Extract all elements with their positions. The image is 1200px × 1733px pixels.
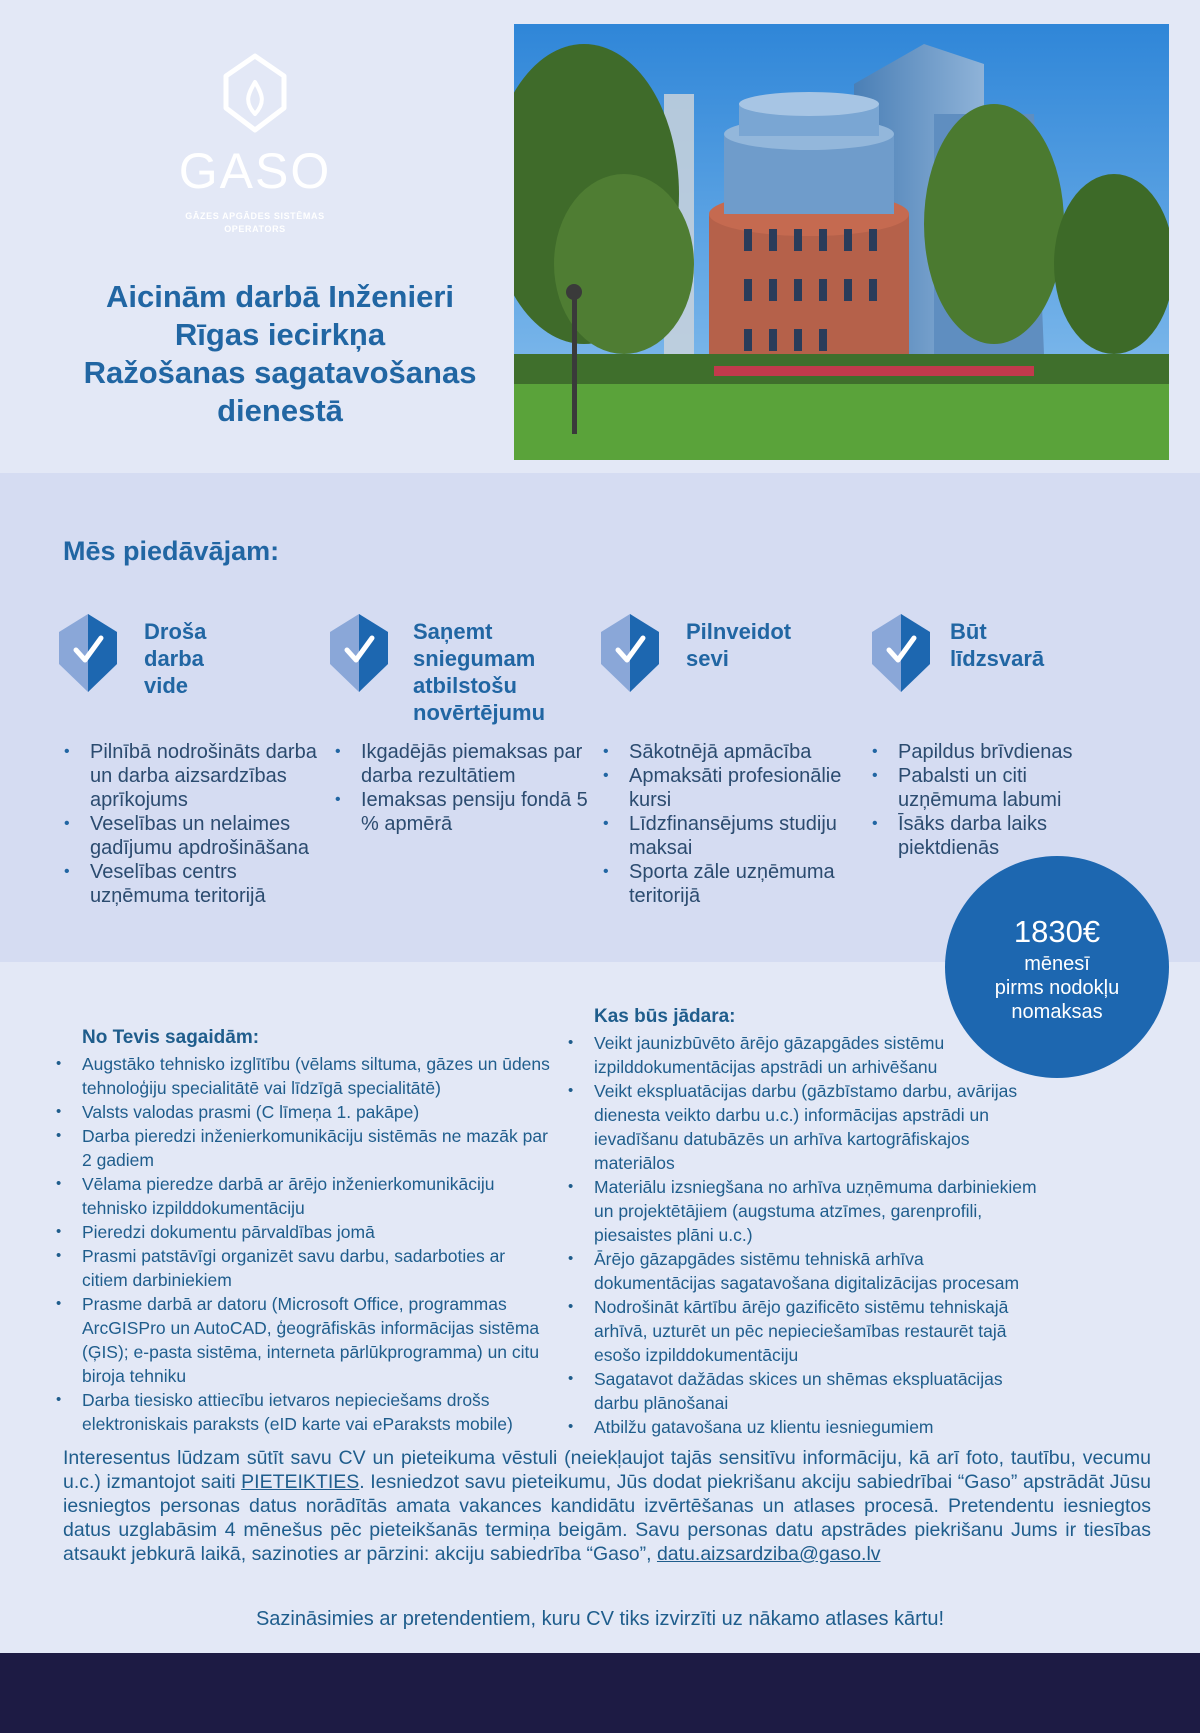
list-item: • Pieredzi dokumentu pārvaldības jomā [54, 1220, 554, 1244]
list-item: • Sporta zāle uzņēmuma teritorijā [599, 860, 859, 908]
list-item: • Pabalsti un citi uzņēmuma labumi [868, 764, 1088, 812]
list-item: • Veselības un nelaimes gadījumu apdrošināšana [60, 812, 322, 860]
offer-column-title: Pilnveidot sevi [686, 619, 792, 671]
offer-column-title: Būt līdzsvarā [950, 619, 1045, 671]
list-item: • Papildus brīvdienas [868, 740, 1088, 764]
email-link[interactable]: datu.aizsardziba@gaso.lv [656, 1543, 881, 1565]
offer-column-list-1 [60, 740, 322, 908]
list-item: • Sākotnējā apmācība [599, 740, 859, 764]
offer-column-header-1 [57, 612, 297, 732]
logo-wordmark: GASO [178, 143, 332, 199]
list-item: • Veikt jaunizbūvēto ārējo gāzapgādes sistēmu izpilddokumentācijas apstrādi un arhivēšanu [566, 1031, 1046, 1079]
list-item: • Darba pieredzi inženierkomunikāciju sistēmās ne mazāk par 2 gadiem [54, 1124, 554, 1172]
list-item: • Sagatavot dažādas skices un shēmas ekspluatācijas darbu plānošanai [566, 1367, 1046, 1415]
footer-band [0, 1653, 1200, 1733]
list-item: • Ikgadējās piemaksas par darba rezultātiem [331, 740, 596, 788]
list-item: • Augstāko tehnisko izglītību (vēlams siltuma, gāzes un ūdens tehnoloģiju specialitātē vai līdzīgā specialitātē) [54, 1052, 554, 1100]
list-item: • Prasmi patstāvīgi organizēt savu darbu, sadarboties ar citiem darbiniekiem [54, 1244, 554, 1292]
tasks-title: Kas būs jādara: [594, 1006, 736, 1027]
list-item: • Apmaksāti profesionālie kursi [599, 764, 859, 812]
offer-column-list-3 [599, 740, 859, 908]
offer-column-title: Droša darba vide [144, 619, 207, 698]
tasks-list [566, 1031, 1046, 1439]
shield-check-icon [328, 612, 390, 694]
list-item: • Vēlama pieredze darbā ar ārējo inženierkomunikāciju tehnisko izpilddokumentāciju [54, 1172, 554, 1220]
salary-amount: 1830€ [1013, 914, 1101, 949]
requirements-list [54, 1052, 554, 1436]
list-item: • Iemaksas pensiju fondā 5 % apmērā [331, 788, 596, 836]
list-item: • Veikt ekspluatācijas darbu (gāzbīstamo darbu, avārijas dienesta veikto darbu u.c.) informācijas apstrādi un ievadīšanu datubāzēs un arhīva kartogrāfiskajos materiālos [566, 1079, 1046, 1175]
offer-column-header-4 [870, 612, 1110, 732]
list-item: • Pilnībā nodrošināts darba un darba aizsardzības aprīkojums [60, 740, 322, 812]
gaso-flame-logo-icon [220, 52, 290, 134]
gaso-logo [165, 52, 345, 252]
application-paragraph: Interesentus lūdzam sūtīt savu CV un pieteikuma vēstuli (neiekļaujot tajās sensitīvu informāciju, kā arī foto, tautību, vecumu u.c.) izmantojot saiti PIETEIKTIES. Iesniedzot savu pieteikumu, Jūs dodat piekrišanu akciju sabiedrībai “Gaso” apstrādāt Jūsu iesniegtos personas datus norādītās amata vakances kandidātu izvērtēšanas un atlases procesā. Pretendentu iesniegtos datus uzglabāsim 4 mēnešus pēc pieteikšanās termiņa beigām. Savu personas datu apstrādes piekrišanu Jums ir tiesības atsaukt jebkurā laikā, sazinoties ar pārzini: akciju sabiedrība “Gaso”, datu.aizsardziba@gaso.lv [63, 1447, 1151, 1565]
job-headline: Aicinām darbā Inženieri Rīgas iecirkņa Ražošanas sagatavošanas dienestā [83, 279, 477, 428]
list-item: • Materiālu izsniegšana no arhīva uzņēmuma darbiniekiem un projektētājiem (augstuma atzīmes, garenprofili, piesaistes plāni u.c.) [566, 1175, 1046, 1247]
list-item: • Īsāks darba laiks piektdienās [868, 812, 1088, 860]
office-building-photo [514, 24, 1169, 460]
logo-subtitle: GĀZES APGĀDES SISTĒMAS OPERATORS [185, 211, 325, 234]
list-item: • Līdzfinansējums studiju maksai [599, 812, 859, 860]
list-item: • Ārējo gāzapgādes sistēmu tehniskā arhīva dokumentācijas sagatavošana digitalizācijas procesam [566, 1247, 1046, 1295]
list-item: • Nodrošināt kārtību ārējo gazificēto sistēmu tehniskajā arhīvā, uzturēt un pēc nepieciešamības restaurēt tajā esošo izpilddokumentāciju [566, 1295, 1046, 1367]
offer-title: Mēs piedāvājam: [63, 536, 280, 566]
offer-column-header-3 [599, 612, 839, 732]
shield-check-icon [599, 612, 661, 694]
list-item: • Valsts valodas prasmi (C līmeņa 1. pakāpe) [54, 1100, 554, 1124]
list-item: • Veselības centrs uzņēmuma teritorijā [60, 860, 322, 908]
offer-column-title: Saņemt sniegumam atbilstošu novērtējumu [413, 619, 546, 725]
apply-link[interactable]: PIETEIKTIES [241, 1471, 360, 1493]
salary-note: mēnesī pirms nodokļu nomaksas [994, 953, 1120, 1023]
offer-column-list-2 [331, 740, 596, 836]
list-item: • Prasme darbā ar datoru (Microsoft Office, programmas ArcGISPro un AutoCAD, ģeogrāfiskās informācijas sistēma (ĢIS); e-pasta sistēma, interneta pārlūkprogramma) un citu biroja tehniku [54, 1292, 554, 1388]
offer-column-header-2 [328, 612, 588, 732]
list-item: • Darba tiesisko attiecību ietvaros nepieciešams drošs elektroniskais paraksts (eID karte vai eParaksts mobile) [54, 1388, 554, 1436]
list-item: • Atbilžu gatavošana uz klientu iesniegumiem [566, 1415, 1046, 1439]
shield-check-icon [57, 612, 119, 694]
closing-note: Sazināsimies ar pretendentiem, kuru CV tiks izvirzīti uz nākamo atlases kārtu! [255, 1608, 945, 1630]
offer-column-list-4 [868, 740, 1088, 860]
requirements-title: No Tevis sagaidām: [82, 1027, 260, 1048]
shield-check-icon [870, 612, 932, 694]
